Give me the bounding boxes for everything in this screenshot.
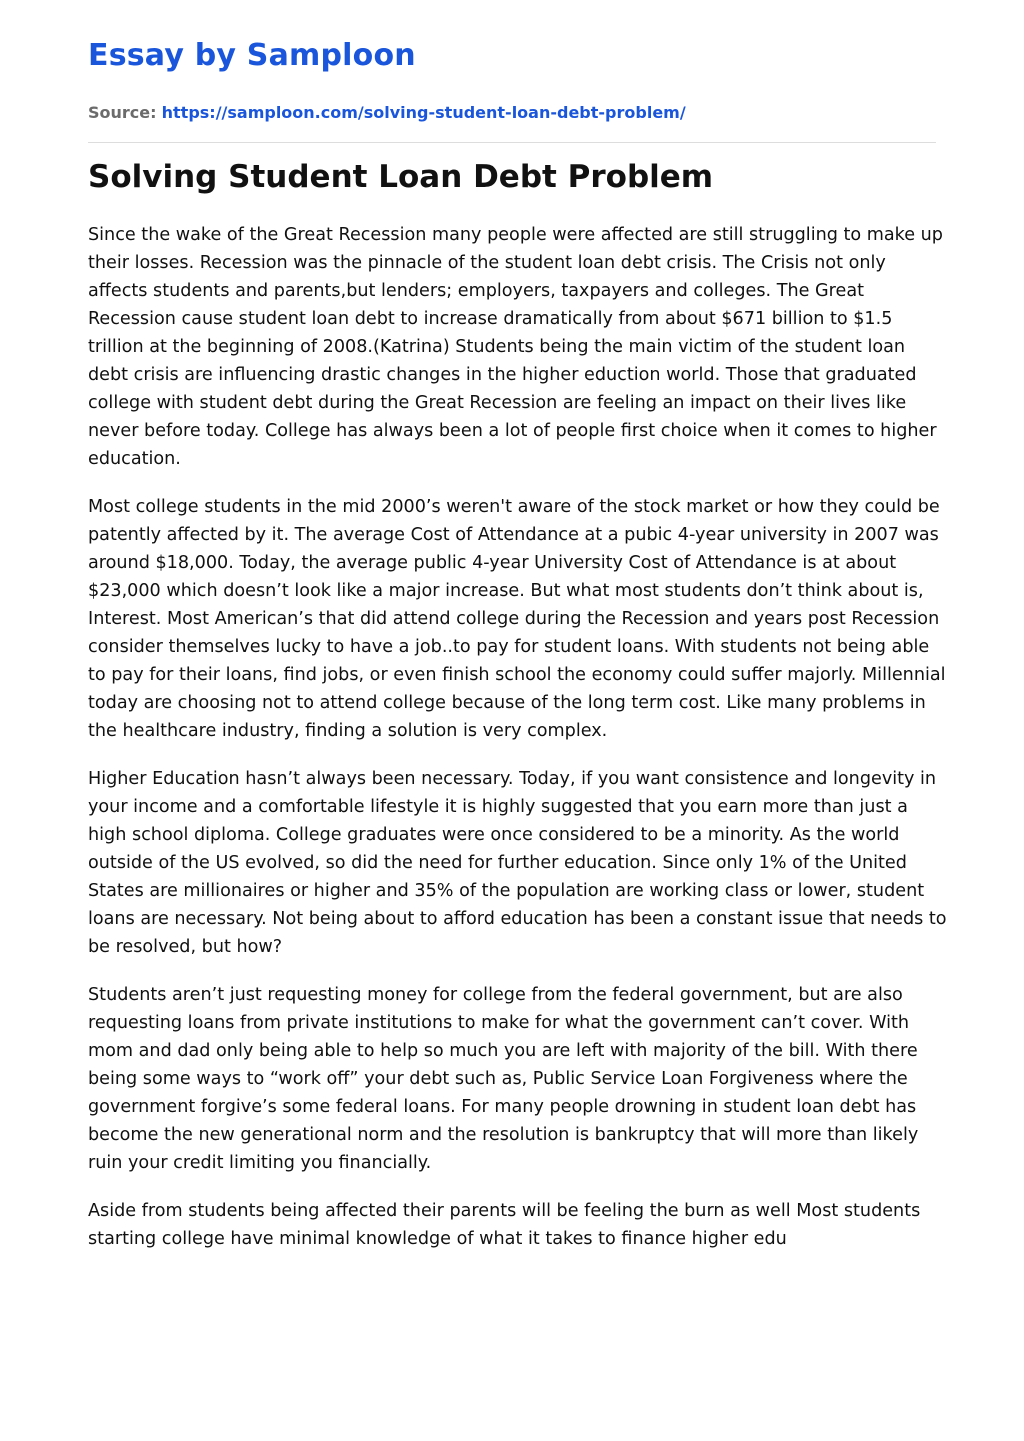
source-link[interactable]: https://samploon.com/solving-student-loan-debt-problem/ [161,103,686,122]
essay-paragraph: Aside from students being affected their parents will be feeling the burn as well Most students starting college have minimal knowledge of what it takes to finance higher edu [88,1201,921,1249]
essay-paragraph: Since the wake of the Great Recession many people were affected are still struggling to make up their losses. Recession was the pinnacle of the student loan debt crisis. The Crisis not only affects students and parents,but lenders; employers, taxpayers and colleges. The Great Recession cause student loan debt to increase dramatically from about $671 billion to $1.5 trillion at the beginning of 2008.(Katrina) Students being the main victim of the student loan debt crisis are influencing drastic changes in the higher eduction world. Those that graduated college with student debt during the Great Recession are feeling an impact on their lives like never before today. College has always been a lot of people first choice when it comes to higher education. [88,225,943,469]
essay-paragraph: Students aren’t just requesting money for college from the federal government, but are also requesting loans from private institutions to make for what the government can’t cover. With mom and dad only being able to help so much you are left with majority of the bill. With there being some ways to “work off” your debt such as, Public Service Loan Forgiveness where the government forgive’s some federal loans. For many people drowning in student loan debt has become the new generational norm and the resolution is bankruptcy that will more than likely ruin your credit limiting you financially. [88,985,919,1173]
essay-body [88,221,947,1273]
essay-paragraph: Higher Education hasn’t always been necessary. Today, if you want consistence and longevity in your income and a comfortable lifestyle it is highly suggested that you earn more than just a high school diploma. College graduates were once considered to be a minority. As the world outside of the US evolved, so did the need for further education. Since only 1% of the United States are millionaires or higher and 35% of the population are working class or lower, student loans are necessary. Not being about to afford education has been a constant issue that needs to be resolved, but how? [88,769,947,957]
essay-title: Solving Student Loan Debt Problem [88,159,714,195]
essay-paragraph: Most college students in the mid 2000’s weren't aware of the stock market or how they could be patently affected by it. The average Cost of Attendance at a pubic 4-year university in 2007 was around $18,000. Today, the average public 4-year University Cost of Attendance is at about $23,000 which doesn’t look like a major increase. But what most students don’t think about is, Interest. Most American’s that did attend college during the Recession and years post Recession consider themselves lucky to have a job..to pay for student loans. With students not being able to pay for their loans, find jobs, or even finish school the economy could suffer majorly. Millennial today are choosing not to attend college because of the long term cost. Like many problems in the healthcare industry, finding a solution is very complex. [88,497,946,741]
source-line [88,101,686,125]
site-title: Essay by Samploon [88,38,416,73]
header-divider [88,142,936,143]
source-label: Source: [88,103,157,122]
